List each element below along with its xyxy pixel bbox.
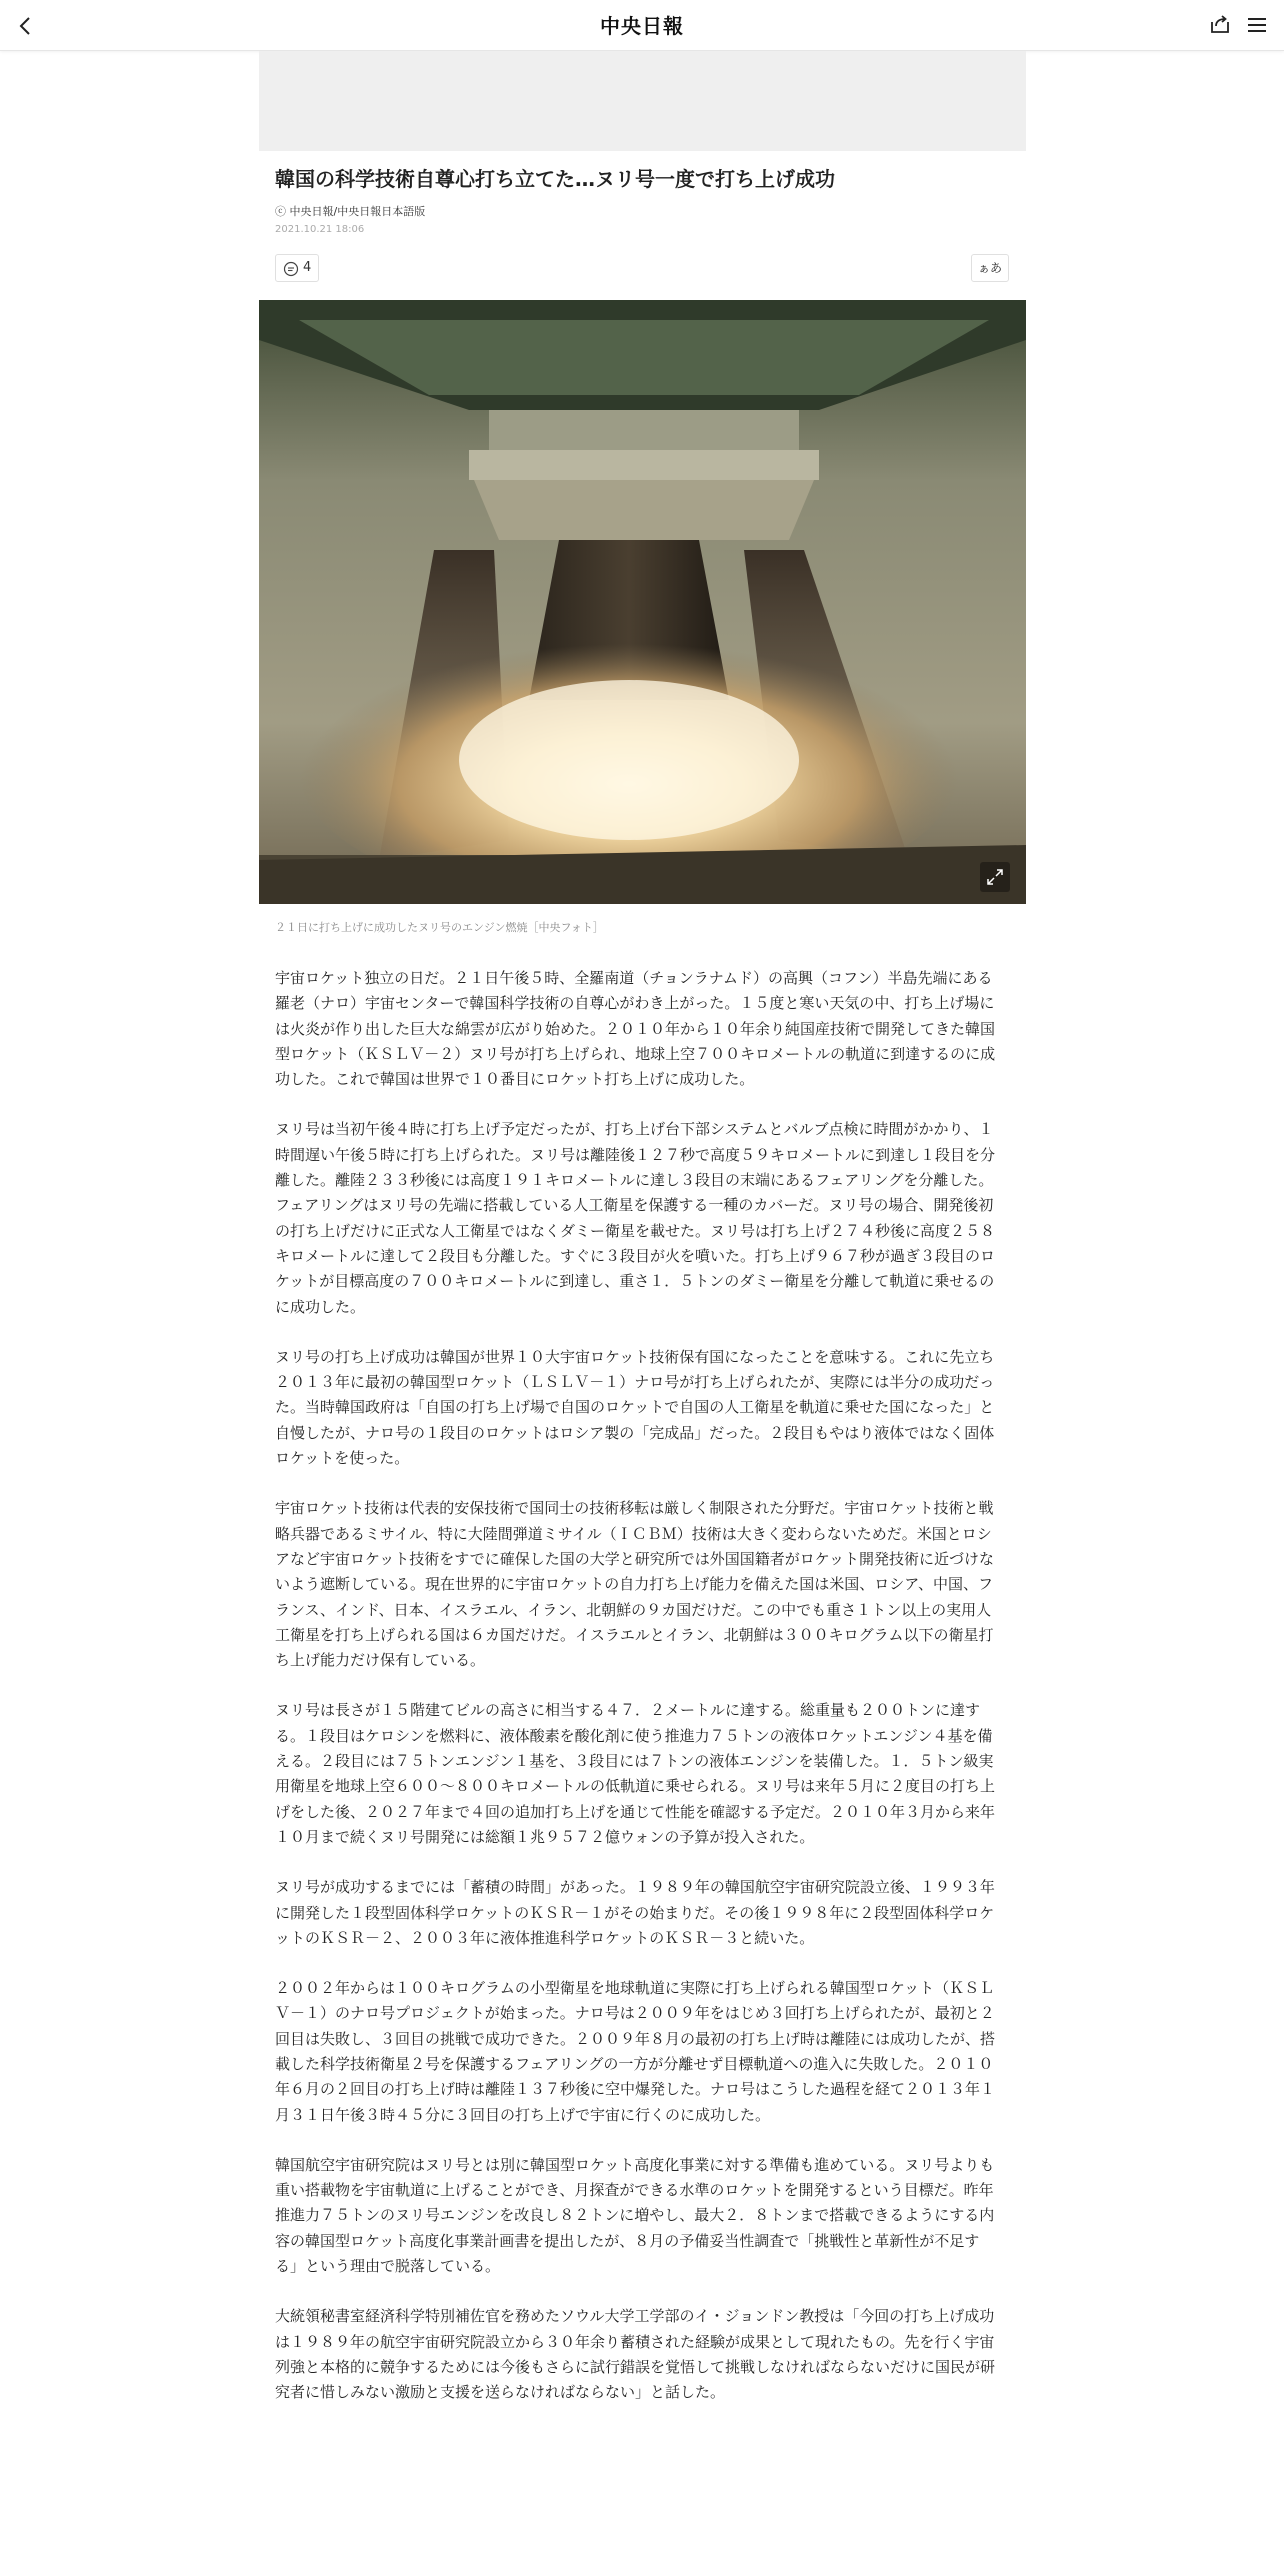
article-paragraph: ２００２年からは１００キログラムの小型衛星を地球軌道に実際に打ち上げられる韓国型ロケット（ＫＳＬＶ－１）のナロ号プロジェクトが始まった。ナロ号は２００９年をはじめ３回打ち上げられたが、最初と２回目は失敗し、３回目の挑戦で成功できた。２００９年８月の最初の打ち上げ時は離陸には成功したが、搭載した科学技術衛星２号を保護するフェアリングの一方が分離せず目標軌道への進入に失敗した。２０１０年６月の２回目の打ち上げ時は離陸１３７秒後に空中爆発した。ナロ号はこうした過程を経て２０１３年１月３１日午後３時４５分に３回目の打ち上げで宇宙に行くのに成功した。 <box>275 1979 996 2124</box>
article-body <box>275 966 997 2431</box>
share-icon <box>1207 12 1233 38</box>
comment-icon <box>283 261 299 277</box>
share-button[interactable] <box>1207 12 1233 38</box>
article-paragraph: 大統領秘書室経済科学特別補佐官を務めたソウル大学工学部のイ・ジョンドン教授は「今回の打ち上げ成功は１９８９年の航空宇宙研究院設立から３０年余り蓄積された経験が成果として現れたもの。先を行く宇宙列強と本格的に競争するためには今後もさらに試行錯誤を覚悟して挑戦しなければならないだけに国民が研究者に惜しみない激励と支援を送らなければならない」と話した。 <box>275 2307 996 2402</box>
ad-banner-placeholder <box>259 51 1026 151</box>
expand-icon <box>980 862 1010 892</box>
hamburger-menu-icon <box>1244 12 1270 38</box>
article-byline: ⓒ 中央日報/中央日報日本語版 <box>275 205 426 218</box>
site-logo[interactable]: 中央日報 <box>600 14 684 38</box>
article-paragraph: ヌリ号が成功するまでには「蓄積の時間」があった。１９８９年の韓国航空宇宙研究院設立後、１９９３年に開発した１段型固体科学ロケットのＫＳＲ－１がその始まりだ。その後１９９８年に２段型固体科学ロケットのＫＳＲ－２、２００３年に液体推進科学ロケットのＫＳＲ－３と続いた。 <box>275 1878 995 1947</box>
article-photo-rocket-engine[interactable] <box>259 300 1026 904</box>
article-paragraph: ヌリ号は長さが１５階建てビルの高さに相当する４７．２メートルに達する。総重量も２００トンに達する。１段目はケロシンを燃料に、液体酸素を酸化剤に使う推進力７５トンの液体ロケットエンジン４基を備える。２段目には７５トンエンジン１基を、３段目には７トンの液体エンジンを装備した。１．５トン級実用衛星を地球上空６００～８００キロメートルの低軌道に乗せられる。ヌリ号は来年５月に２度目の打ち上げをした後、２０２７年まで４回の追加打ち上げを通じて性能を確認する予定だ。２０１０年３月から来年１０月まで続くヌリ号開発には総額１兆９５７２億ウォンの予算が投入された。 <box>275 1701 996 1846</box>
article-date: 2021.10.21 18:06 <box>275 224 365 235</box>
top-navigation-bar <box>0 0 1284 51</box>
article-paragraph: 韓国航空宇宙研究院はヌリ号とは別に韓国型ロケット高度化事業に対する準備も進めている。ヌリ号よりも重い搭載物を宇宙軌道に上げることができ、月探査ができる水準のロケットを開発するという目標だ。昨年推進力７５トンのヌリ号エンジンを改良し８２トンに増やし、最大２．８トンまで搭載できるようにする内容の韓国型ロケット高度化事業計画書を提出したが、８月の予備妥当性調査で「挑戦性と革新性が不足する」という理由で脱落している。 <box>275 2155 995 2276</box>
article-title: 韓国の科学技術自尊心打ち立てた…ヌリ号一度で打ち上げ成功 <box>275 167 835 191</box>
photo-caption: ２１日に打ち上げに成功したヌリ号のエンジン燃焼［中央フォト］ <box>275 921 604 934</box>
comment-count: 4 <box>303 260 312 275</box>
article-paragraph: ヌリ号の打ち上げ成功は韓国が世界１０大宇宙ロケット技術保有国になったことを意味する。これに先立ち２０１３年に最初の韓国型ロケット（ＬＳＬＶ－１）ナロ号が打ち上げられたが、実際には半分の成功だった。当時韓国政府は「自国の打ち上げ場で自国のロケットで自国の人工衛星を軌道に乗せた国になった」と自慢したが、ナロ号の１段目のロケットはロシア製の「完成品」だった。２段目もやはり液体ではなく固体ロケットを使った。 <box>275 1347 995 1468</box>
menu-button[interactable] <box>1244 12 1270 38</box>
comment-button[interactable] <box>275 254 319 282</box>
article-paragraph: 宇宙ロケット技術は代表的安保技術で国同士の技術移転は厳しく制限された分野だ。宇宙ロケット技術と戦略兵器であるミサイル、特に大陸間弾道ミサイル（ＩＣＢＭ）技術は大きく変わらないためだ。米国とロシアなど宇宙ロケット技術をすでに確保した国の大学と研究所では外国国籍者がロケット開発技術に近づけないよう遮断している。現在世界的に宇宙ロケットの自力打ち上げ能力を備えた国は米国、ロシア、中国、フランス、インド、日本、イスラエル、イラン、北朝鮮の９カ国だけだ。この中でも重さ１トン以上の実用人工衛星を打ち上げられる国は６カ国だけだ。イスラエルとイラン、北朝鮮は３００キログラム以下の衛星打ち上げ能力だけ保有している。 <box>275 1499 994 1670</box>
expand-image-button[interactable] <box>980 862 1010 892</box>
rocket-engine-image <box>259 300 1026 904</box>
font-size-button[interactable]: ぁあ <box>971 254 1009 282</box>
article-paragraph: ヌリ号は当初午後４時に打ち上げ予定だったが、打ち上げ台下部システムとバルブ点検に時間がかかり、１時間遅い午後５時に打ち上げられた。ヌリ号は離陸後１２７秒で高度５９キロメートルに到達し１段目を分離した。離陸２３３秒後には高度１９１キロメートルに達し３段目の末端にあるフェアリングを分離した。フェアリングはヌリ号の先端に搭載している人工衛星を保護する一種のカバーだ。ヌリ号の場合、開発後初の打ち上げだけに正式な人工衛星ではなくダミー衛星を載せた。ヌリ号は打ち上げ２７４秒後に高度２５８キロメートルに達して２段目も分離した。すぐに３段目が火を噴いた。打ち上げ９６７秒が過ぎ３段目のロケットが目標高度の７００キロメートルに到達し、重さ１．５トンのダミー衛星を分離して軌道に乗せるのに成功した。 <box>275 1120 996 1316</box>
article-paragraph: 宇宙ロケット独立の日だ。２１日午後５時、全羅南道（チョンラナムド）の高興（コフン）半島先端にある羅老（ナロ）宇宙センターで韓国科学技術の自尊心がわき上がった。１５度と寒い天気の中、打ち上げ場には火炎が作り出した巨大な綿雲が広がり始めた。２０１０年から１０年余り純国産技術で開発してきた韓国型ロケット（ＫＳＬＶ－２）ヌリ号が打ち上げられ、地球上空７００キロメートルの軌道に到達するのに成功した。これで韓国は世界で１０番目にロケット打ち上げに成功した。 <box>275 969 996 1089</box>
